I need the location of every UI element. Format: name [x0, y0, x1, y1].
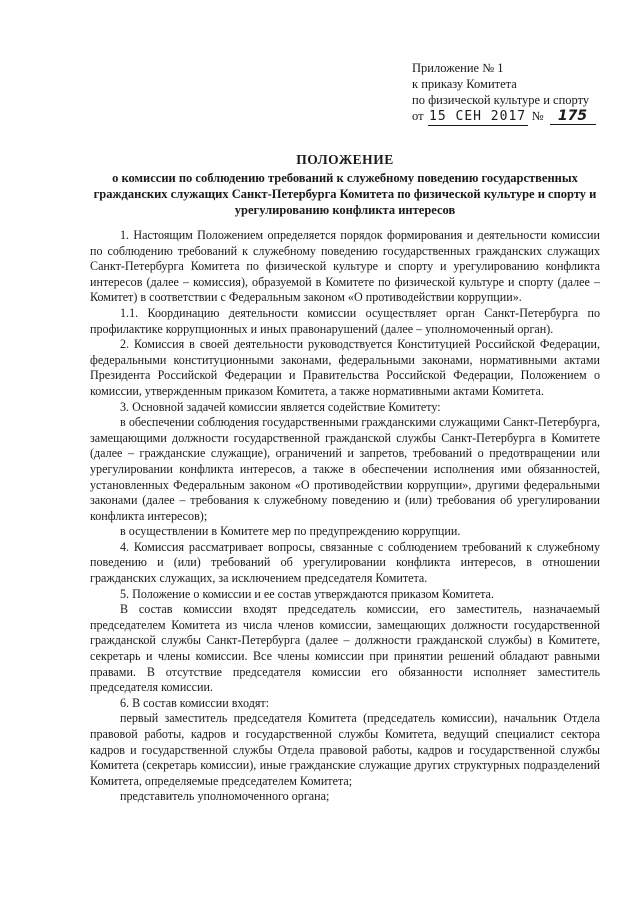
order-date: 15 СЕН 2017 [429, 109, 527, 124]
paragraph-3-a: в обеспечении соблюдения государственными гражданскими служащими Санкт-Петербурга, замещающими должности государственной гражданской службы Санкт-Петербурга в Комитете (далее – гражданские служащие), ограничений и запретов, требований о предотвращении или урегулировании конфликта интересов, а также в обеспечении исполнения ими обязанностей, установленных Федеральным законом «О противодействии коррупции», другими федеральными законами (далее – требования к служебному поведению и (или) требования об урегулировании конфликта интересов); [90, 415, 600, 523]
paragraph-6: 6. В состав комиссии входят: [120, 695, 270, 710]
paragraph-4: 4. Комиссия рассматривает вопросы, связанные с соблюдением требований к служебному поведению и (или) требований об урегулировании конфликта интересов, в отношении гражданских служащих, за исключением председателя Комитета. [90, 539, 600, 586]
order-number: 175 [550, 108, 596, 125]
paragraph-1: 1. Настоящим Положением определяется порядок формирования и деятельности комиссии по соблюдению требований к служебному поведению государственных гражданских служащих Санкт-Петербурга Комитета по физической культуре и спорту и урегулированию конфликта интересов (далее – комиссия), образуемой в Комитете по физической культуре и спорту (далее – Комитет) в соответствии с Федеральным законом «О противодействии коррупции». [90, 228, 600, 305]
paragraph-2: 2. Комиссия в своей деятельности руководствуется Конституцией Российской Федерации, федеральными конституционными законами, федеральными законами, нормативными актами Президента Российской Федерации и Правительства Российской Федерации, Положением о комиссии, утвержденным приказом Комитета, а также нормативными актами Комитета. [90, 337, 600, 398]
paragraph-6-b: представитель уполномоченного органа; [120, 789, 330, 804]
document-subtitle: о комиссии по соблюдению требований к служебному поведению государственных гражданских служащих Санкт-Петербурга Комитета по физической культуре и спорту и урегулированию конфликта интересов [93, 171, 597, 217]
paragraph-5-composition: В состав комиссии входят председатель комиссии, его заместитель, назначаемый председателем Комитета из числа членов комиссии, замещающих должности государственной гражданской службы Санкт-Петербурга (далее – должности гражданской службы) в Комитете, секретарь и члены комиссии. Все члены комиссии при принятии решений обладают равными правами. В отсутствие председателя комиссии его обязанности исполняет заместитель председателя комиссии. [90, 602, 600, 695]
paragraph-3-b: в осуществлении в Комитете мер по предупреждению коррупции. [120, 524, 461, 539]
number-label: № [531, 109, 544, 123]
paragraph-1-1: 1.1. Координацию деятельности комиссии осуществляет орган Санкт-Петербурга по профилактике коррупционных и иных правонарушений (далее – уполномоченный орган). [90, 305, 600, 336]
from-label: от [412, 109, 424, 123]
paragraph-5: 5. Положение о комиссии и ее состав утверждаются приказом Комитета. [120, 586, 494, 601]
appendix-line-2: к приказу Комитета [412, 77, 517, 91]
document-title: ПОЛОЖЕНИЕ [296, 152, 394, 167]
document-body [90, 228, 600, 805]
paragraph-6-a: первый заместитель председателя Комитета (председатель комиссии), начальник Отдела правовой работы, кадров и государственной службы Комитета, ведущий специалист сектора кадров и государственной службы Отдела правовой работы, кадров и государственной службы Комитета (секретарь комиссии), иные гражданские служащие других структурных подразделений Комитета, определяемые председателем Комитета; [90, 711, 600, 788]
appendix-line-3: по физической культуре и спорту [412, 93, 590, 107]
appendix-block [412, 60, 612, 126]
appendix-date-row [412, 108, 612, 126]
paragraph-3: 3. Основной задачей комиссии является содействие Комитету: [120, 399, 441, 414]
appendix-line-1: Приложение № 1 [412, 61, 504, 75]
